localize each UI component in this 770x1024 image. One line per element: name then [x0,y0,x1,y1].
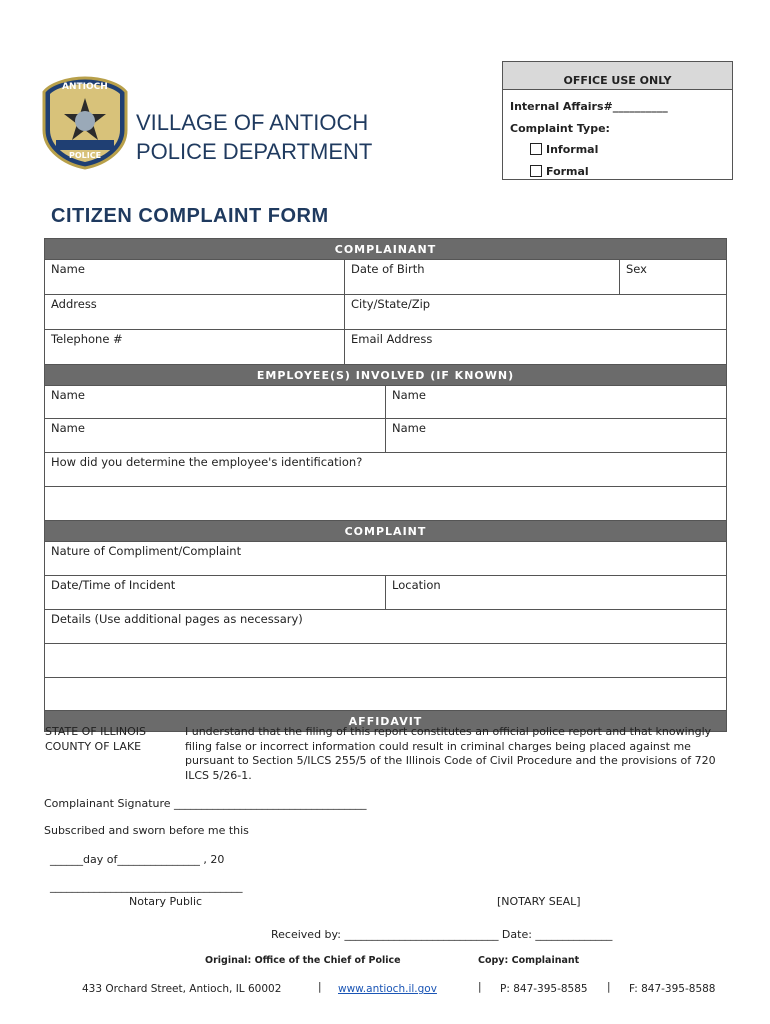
subscribed-text: Subscribed and sworn before me this [44,824,249,837]
footer-fax: F: 847-395-8588 [629,983,716,995]
email-field[interactable]: Email Address [351,332,433,346]
identification-answer-field[interactable] [45,487,726,520]
received-by-line[interactable]: Received by: ____________________________ Date: ______________ [271,928,613,941]
incident-datetime-field[interactable]: Date/Time of Incident [45,576,386,609]
section-complaint: COMPLAINT [44,521,727,542]
informal-option[interactable] [530,143,598,156]
address-field[interactable]: Address [45,295,345,329]
details-field[interactable]: Details (Use additional pages as necessary) [51,612,303,626]
section-complainant: COMPLAINANT [44,238,727,260]
department-name [136,108,372,166]
original-copy-label: Original: Office of the Chief of Police [205,955,401,966]
form-title: CITIZEN COMPLAINT FORM [51,205,329,227]
footer-website-link[interactable] [338,983,437,995]
informal-checkbox[interactable] [530,143,542,155]
footer-divider-3: | [607,981,611,993]
office-use-title: OFFICE USE ONLY [503,62,732,90]
formal-option[interactable] [530,165,589,178]
telephone-field[interactable]: Telephone # [45,330,345,364]
dob-field[interactable]: Date of Birth [345,260,620,294]
sex-field[interactable]: Sex [626,262,647,276]
police-badge-logo [42,76,128,170]
employee-name-field-1[interactable]: Name [45,386,386,418]
formal-label: Formal [546,165,589,178]
complaint-type-label: Complaint Type: [510,122,610,135]
department-line-2: POLICE DEPARTMENT [136,139,373,164]
details-line-2[interactable] [45,644,726,677]
department-line-1: VILLAGE OF ANTIOCH [136,110,369,135]
informal-label: Informal [546,143,599,156]
badge-bottom-text: POLICE [69,151,102,160]
website-link[interactable]: www.antioch.il.gov [338,983,437,995]
notary-public-label: Notary Public [129,895,203,908]
complainant-copy-label: Copy: Complainant [478,955,580,966]
formal-checkbox[interactable] [530,165,542,177]
state-label: STATE OF ILLINOIS [45,725,147,738]
footer-divider-1: | [318,981,322,993]
city-state-zip-field[interactable]: City/State/Zip [351,297,431,311]
notary-seal-label: [NOTARY SEAL] [497,895,581,908]
section-affidavit: AFFIDAVIT [44,711,727,732]
office-use-box [502,61,733,180]
section-employees: EMPLOYEE(S) INVOLVED (IF KNOWN) [44,365,727,386]
badge-top-text: ANTIOCH [62,82,108,92]
location-field[interactable]: Location [392,578,441,592]
nature-field[interactable]: Nature of Compliment/Complaint [51,544,242,558]
footer-address: 433 Orchard Street, Antioch, IL 60002 [82,983,282,995]
day-of-line[interactable]: ______day of_______________ , 20 [50,853,225,866]
footer-divider-2: | [478,981,482,993]
identification-question-field[interactable]: How did you determine the employee's identification? [51,455,363,469]
employee-name-field-4[interactable]: Name [392,421,426,435]
signature-line[interactable]: Complainant Signature ___________________________________ [44,797,367,810]
complaint-form-table [44,238,727,732]
county-label: COUNTY OF LAKE [45,740,142,753]
notary-signature-line[interactable]: ___________________________________ [50,880,243,893]
details-line-3[interactable] [45,678,726,710]
internal-affairs-field[interactable]: Internal Affairs#__________ [510,100,668,113]
complainant-name-field[interactable]: Name [45,260,345,294]
employee-name-field-2[interactable]: Name [392,388,426,402]
footer-phone: P: 847-395-8585 [500,983,588,995]
employee-name-field-3[interactable]: Name [45,419,386,452]
affidavit-text: I understand that the filing of this report constitutes an official police report and that knowingly filing false or incorrect information could result in criminal charges being placed against me pursuant to Section 5/ILCS 255/5 of the Illinois Code of Civil Procedure and the provisions of 720 ILCS 5/26-1. [185,725,716,782]
